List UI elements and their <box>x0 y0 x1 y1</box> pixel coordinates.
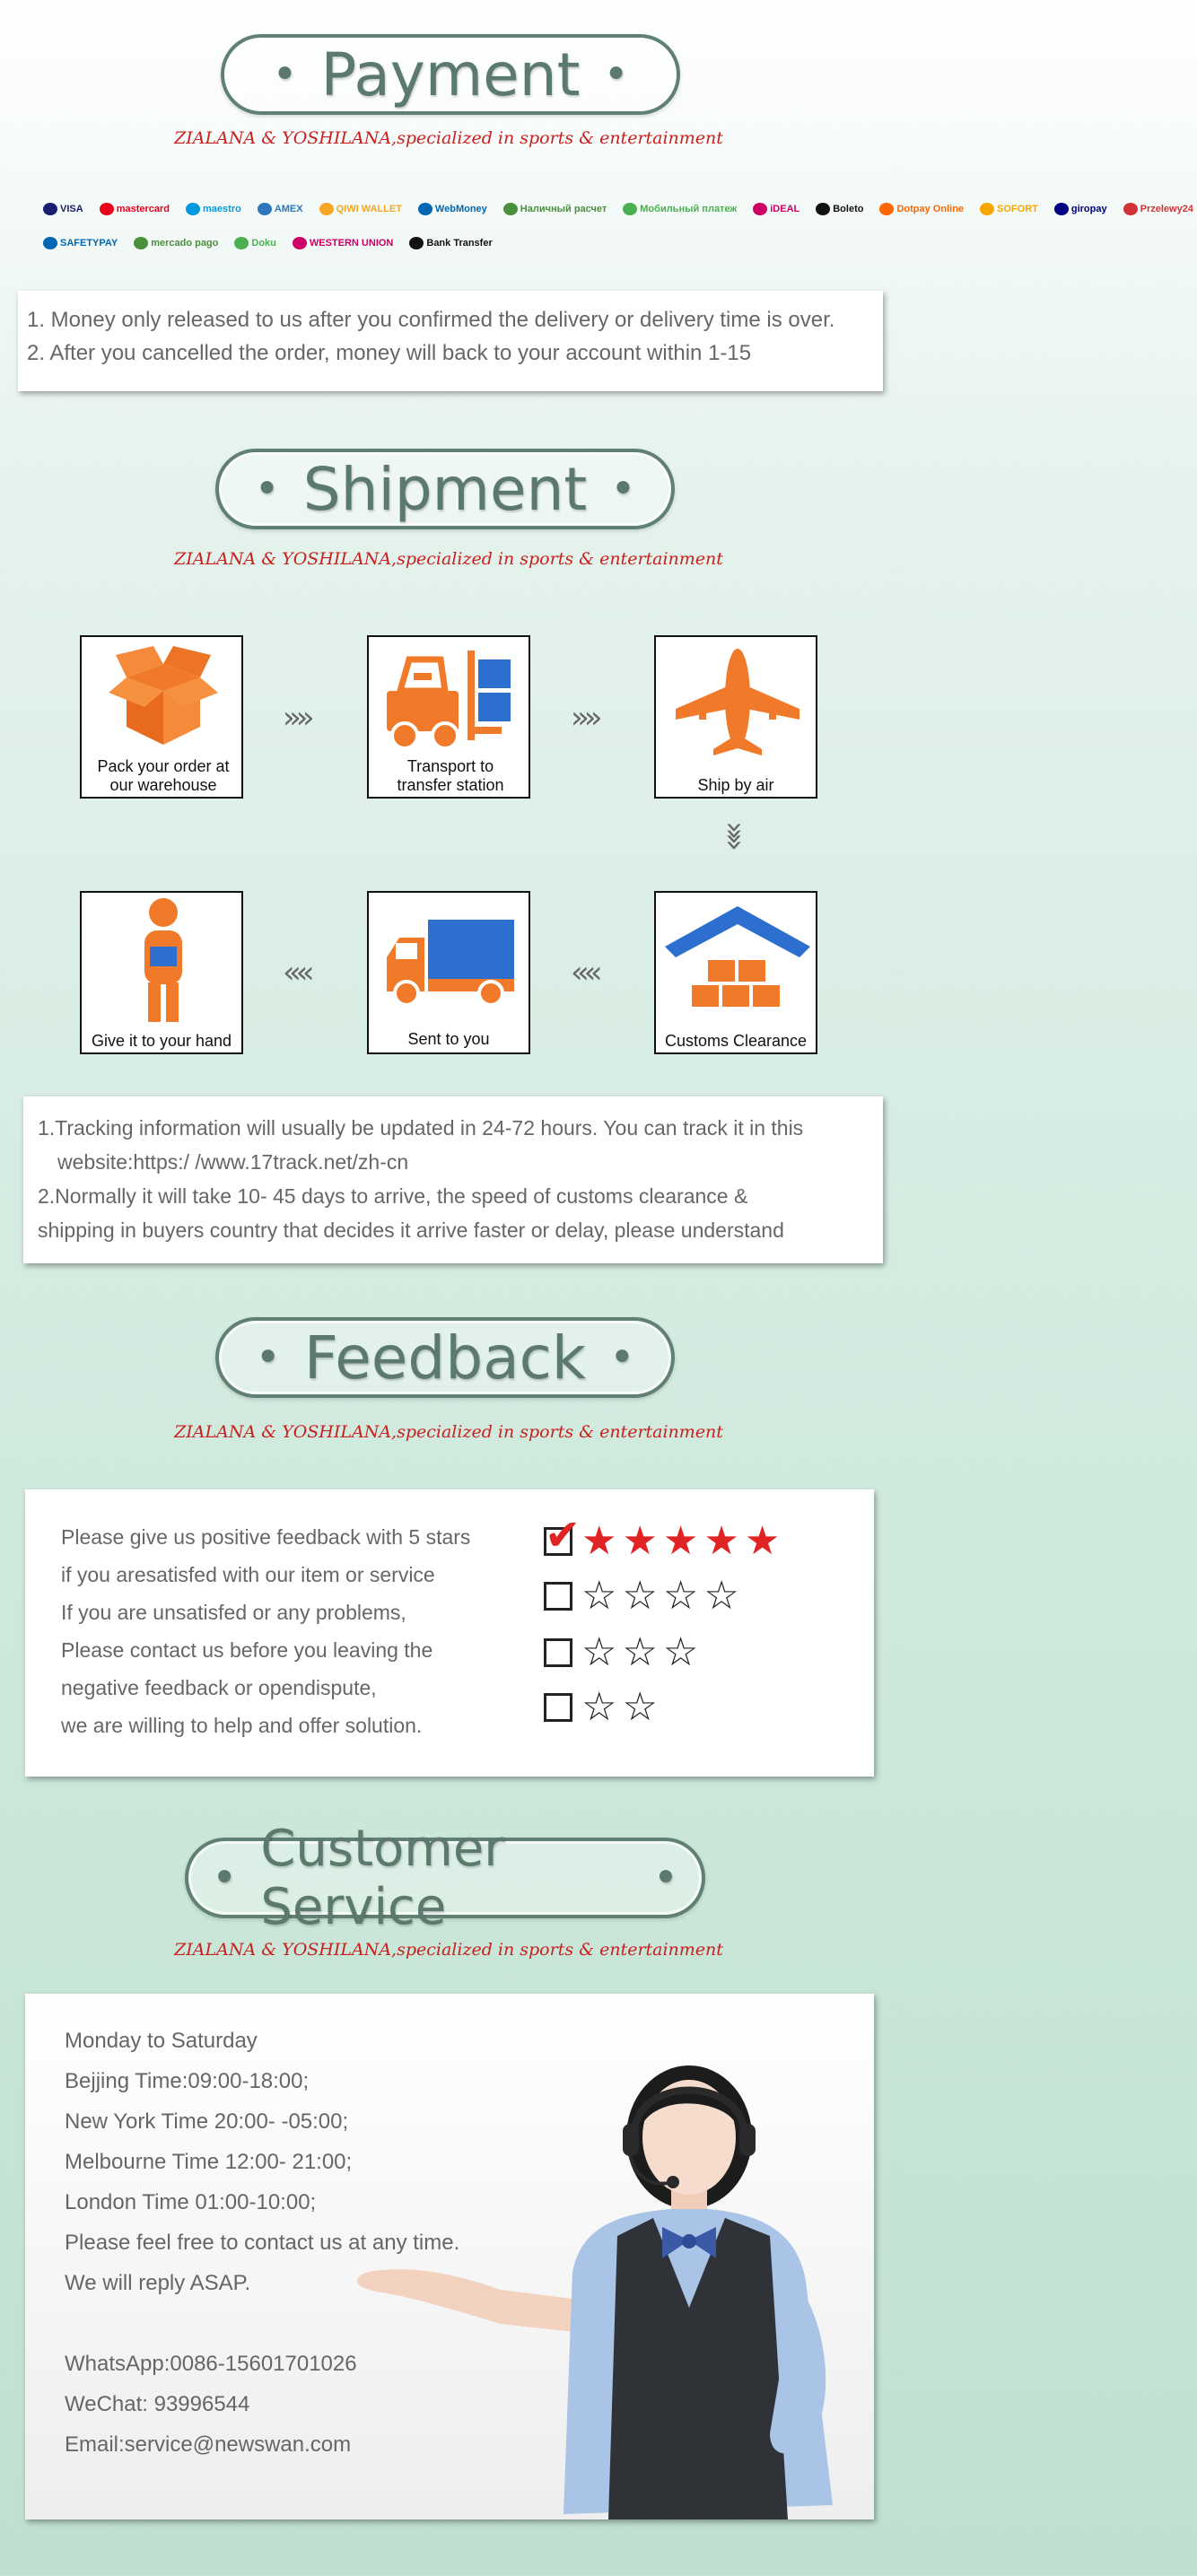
feedback-line-2: if you aresatisfed with our item or service <box>61 1563 435 1586</box>
payment-brand-icon <box>134 237 148 249</box>
payment-logo <box>500 201 610 217</box>
empty-star-icon: ☆ <box>622 1573 658 1619</box>
payment-brand-icon <box>319 203 334 215</box>
cs-line-1: Monday to Saturday <box>65 2029 258 2053</box>
payment-brand-icon <box>409 237 424 249</box>
step-caption: Ship by air <box>697 776 774 794</box>
payment-logo <box>96 201 173 217</box>
payment-brand-icon <box>293 237 307 249</box>
arrow-left-icon: «« <box>571 955 598 991</box>
payment-logo <box>749 201 803 217</box>
truck-icon <box>369 893 532 1027</box>
payment-title-pill <box>221 34 680 115</box>
cs-wechat: WeChat: 93996544 <box>65 2392 250 2416</box>
payment-title: Payment <box>320 39 581 109</box>
cs-line-7: We will reply ASAP. <box>65 2271 251 2295</box>
payment-subtitle: ZIALANA & YOSHILANA,specialized in sports & entertainment <box>174 128 723 148</box>
bullet-icon: • <box>603 49 629 100</box>
payment-logo-label: Наличный расчет <box>520 204 607 214</box>
payment-brand-icon <box>1054 203 1069 215</box>
payment-logo <box>316 201 406 217</box>
payment-logo-label: Bank Transfer <box>426 238 493 249</box>
payment-logo <box>812 201 867 217</box>
payment-brand-icon <box>418 203 432 215</box>
payment-brand-icon <box>1123 203 1138 215</box>
feedback-subtitle: ZIALANA & YOSHILANA,specialized in sports & entertainment <box>174 1422 723 1442</box>
payment-logo-label: VISA <box>60 204 83 214</box>
customer-service-title-pill <box>185 1820 705 1936</box>
empty-star-icon: ☆ <box>662 1573 699 1619</box>
payment-brand-icon <box>186 203 200 215</box>
payment-logo <box>39 235 121 251</box>
shipment-note-3: 2.Normally it will take 10- 45 days to arrive, the speed of customs clearance & <box>38 1184 748 1208</box>
payment-logo-label: maestro <box>203 204 241 214</box>
payment-logo <box>39 201 87 217</box>
shipment-step-hand <box>80 891 243 1054</box>
shipment-note-2: website:https:/ /www.17track.net/zh-cn <box>57 1150 409 1174</box>
shipment-step-sent <box>367 891 530 1054</box>
feedback-line-3: If you are unsatisfed or any problems, <box>61 1601 406 1624</box>
payment-logos <box>39 196 1193 264</box>
cs-email: Email:service@newswan.com <box>65 2432 352 2457</box>
payment-logo <box>231 235 280 251</box>
filled-star-icon: ★ <box>622 1518 658 1564</box>
payment-brand-icon <box>980 203 994 215</box>
payment-logo-label: iDEAL <box>770 204 800 214</box>
payment-brand-icon <box>879 203 894 215</box>
shipment-title-pill <box>215 449 675 529</box>
payment-brand-icon <box>100 203 114 215</box>
payment-logo-label: Boleto <box>833 204 864 214</box>
person-icon <box>82 893 245 1027</box>
payment-logo-label: mercado pago <box>151 238 219 249</box>
step-caption: Transport to transfer station <box>397 757 504 794</box>
warehouse-icon <box>656 893 819 1027</box>
payment-brand-icon <box>258 203 272 215</box>
airplane-icon <box>656 637 819 772</box>
empty-star-icon: ☆ <box>581 1629 617 1675</box>
step-caption: Sent to you <box>407 1030 490 1048</box>
bullet-icon: • <box>212 1853 238 1903</box>
shipment-subtitle: ZIALANA & YOSHILANA,specialized in sports & entertainment <box>174 549 723 569</box>
payment-brand-icon <box>43 203 57 215</box>
filled-star-icon: ★ <box>662 1518 699 1564</box>
empty-star-icon: ☆ <box>622 1629 658 1675</box>
payment-logo-label: giropay <box>1070 204 1107 214</box>
feedback-line-4: Please contact us before you leaving the <box>61 1638 433 1662</box>
payment-logo-label: SOFORT <box>997 204 1038 214</box>
payment-logo <box>1120 201 1197 217</box>
shipment-step-transport <box>367 635 530 799</box>
customer-service-agent-illustration <box>348 2039 869 2519</box>
rating-row <box>544 1629 699 1675</box>
payment-brand-icon <box>816 203 830 215</box>
checkbox-icon <box>544 1693 572 1722</box>
shipment-note-1: 1.Tracking information will usually be updated in 24-72 hours. You can track it in this <box>38 1116 804 1140</box>
payment-logo-label: SAFETYPAY <box>60 238 118 249</box>
checkmark-icon: ✔ <box>545 1510 581 1560</box>
payment-logo-label: WESTERN UNION <box>309 238 394 249</box>
step-caption: Customs Clearance <box>664 1032 808 1050</box>
bullet-icon: • <box>272 49 298 100</box>
customer-service-subtitle: ZIALANA & YOSHILANA,specialized in sports & entertainment <box>174 1940 723 1960</box>
bullet-icon: • <box>254 464 280 514</box>
feedback-title: Feedback <box>303 1323 587 1393</box>
payment-logo <box>289 235 398 251</box>
filled-star-icon: ★ <box>581 1518 617 1564</box>
payment-brand-icon <box>503 203 518 215</box>
shipment-step-air <box>654 635 817 799</box>
customer-service-panel <box>25 1994 874 2519</box>
payment-logo <box>1051 201 1111 217</box>
cs-line-3: New York Time 20:00- -05:00; <box>65 2109 349 2134</box>
empty-star-icon: ☆ <box>581 1573 617 1619</box>
empty-star-icon: ☆ <box>662 1629 699 1675</box>
payment-logo-label: Doku <box>251 238 276 249</box>
payment-note-1: 1. Money only released to us after you confirmed the delivery or delivery time is over. <box>27 308 835 332</box>
cs-whatsapp: WhatsApp:0086-15601701026 <box>65 2352 357 2376</box>
checked-checkbox-icon <box>544 1510 581 1560</box>
customer-service-title: Customer Service <box>260 1820 505 1936</box>
payment-logo <box>415 201 491 217</box>
arrow-right-icon: »» <box>283 700 310 736</box>
rating-row <box>544 1684 658 1730</box>
box-icon <box>82 637 245 763</box>
cs-line-6: Please feel free to contact us at any time. <box>65 2231 460 2255</box>
cs-line-4: Melbourne Time 12:00- 21:00; <box>65 2150 353 2174</box>
payment-logo-label: AMEX <box>274 204 303 214</box>
payment-brand-icon <box>623 203 637 215</box>
payment-logo-label: WebMoney <box>434 204 487 214</box>
feedback-line-6: we are willing to help and offer solution. <box>61 1714 423 1737</box>
bullet-icon: • <box>255 1332 281 1383</box>
empty-star-icon: ☆ <box>622 1684 658 1730</box>
shipment-step-pack <box>80 635 243 799</box>
filled-star-icon: ★ <box>703 1518 739 1564</box>
shipment-step-customs <box>654 891 817 1054</box>
rating-row <box>544 1573 739 1619</box>
payment-brand-icon <box>234 237 249 249</box>
payment-logo <box>876 201 967 217</box>
forklift-icon <box>369 637 532 763</box>
shipment-notes-panel <box>23 1096 883 1263</box>
arrow-left-icon: «« <box>283 955 310 991</box>
empty-star-icon: ☆ <box>581 1684 617 1730</box>
shipment-note-4: shipping in buyers country that decides it arrive faster or delay, please understand <box>38 1218 784 1242</box>
payment-brand-icon <box>43 237 57 249</box>
bullet-icon: • <box>652 1853 678 1903</box>
payment-logo <box>254 201 307 217</box>
cs-line-2: Bejjing Time:09:00-18:00; <box>65 2069 310 2093</box>
payment-logo <box>619 201 740 217</box>
payment-logo <box>406 235 495 251</box>
payment-logo-label: Przelewy24 <box>1140 204 1193 214</box>
cs-line-5: London Time 01:00-10:00; <box>65 2190 317 2214</box>
payment-logo-label: Мобильный платеж <box>640 204 738 214</box>
arrow-right-icon: »» <box>571 700 598 736</box>
shipment-title: Shipment <box>302 454 588 524</box>
rating-row <box>544 1510 781 1564</box>
payment-note-2: 2. After you cancelled the order, money will back to your account within 1-15 <box>27 341 752 365</box>
payment-logo <box>182 201 245 217</box>
payment-logos-row-2 <box>39 230 865 257</box>
step-caption: Pack your order at our warehouse <box>97 757 230 794</box>
payment-logo-label: mastercard <box>116 204 170 214</box>
payment-brand-icon <box>753 203 767 215</box>
payment-logo-label: QIWI WALLET <box>336 204 402 214</box>
filled-star-icon: ★ <box>744 1518 781 1564</box>
bullet-icon: • <box>610 464 636 514</box>
checkbox-icon <box>544 1582 572 1611</box>
payment-logo-label: Dotpay Online <box>896 204 965 214</box>
payment-logos-row-1 <box>39 196 1193 223</box>
arrow-down-icon: »» <box>716 821 753 844</box>
feedback-title-pill <box>215 1317 675 1398</box>
feedback-line-1: Please give us positive feedback with 5 stars <box>61 1525 471 1549</box>
payment-logo <box>130 235 222 251</box>
payment-logo <box>976 201 1042 217</box>
payment-notes-panel <box>18 291 883 391</box>
checkbox-icon <box>544 1638 572 1667</box>
step-caption: Give it to your hand <box>91 1032 232 1050</box>
empty-star-icon: ☆ <box>703 1573 739 1619</box>
bullet-icon: • <box>609 1332 635 1383</box>
feedback-line-5: negative feedback or opendispute, <box>61 1676 377 1699</box>
